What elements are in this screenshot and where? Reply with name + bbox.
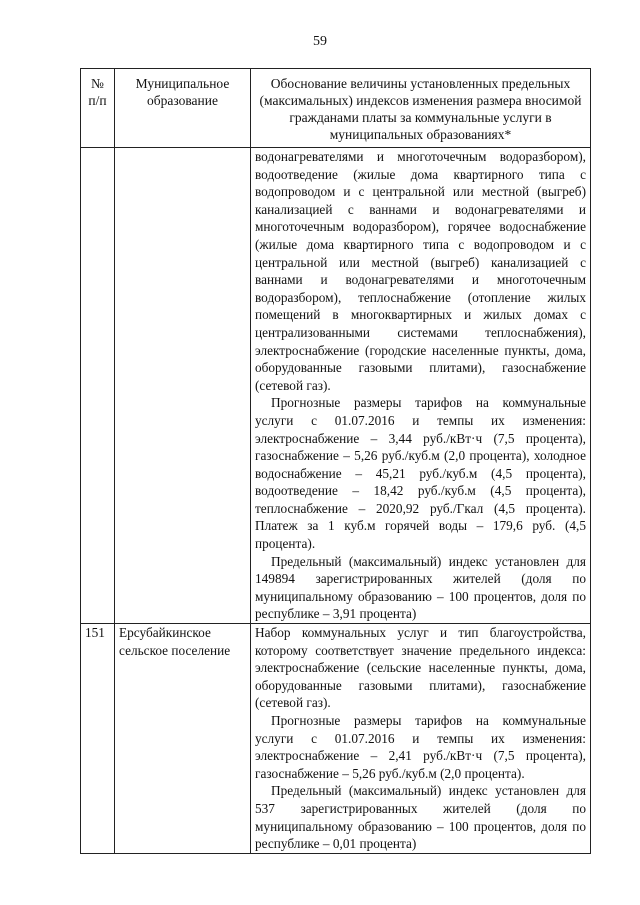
header-num: № п/п (81, 69, 115, 148)
row-justification (251, 624, 591, 854)
paragraph-index: Предельный (максимальный) индекс установлен для 537 зарегистрированных жителей (доля по муниципальному образованию – 100 процентов, доля по республике – 0,01 процента) (255, 783, 586, 852)
row-municipality (115, 148, 251, 624)
row-justification (251, 148, 591, 624)
page-number: 59 (313, 34, 327, 49)
header-municipality: Муниципальное образование (115, 69, 251, 148)
row-municipality: Ерсубайкинское сельское поселение (115, 624, 251, 854)
table-header-row (81, 69, 591, 148)
table-row-151 (81, 624, 591, 854)
paragraph-services: Набор коммунальных услуг и тип благоустройства, которому соответствует значение предельного индекса: электроснабжение (сельские населенные пункты, дома, оборудованные газовыми плитами), газоснабжение (сетевой газ). (255, 625, 586, 711)
paragraph-tariffs: Прогнозные размеры тарифов на коммунальные услуги с 01.07.2016 и темпы их изменения: электроснабжение – 2,41 руб./кВт·ч (7,5 процента), газоснабжение – 5,26 руб./куб.м (2,0 процента). (255, 713, 586, 781)
tariff-table (80, 68, 591, 854)
paragraph-tariffs: Прогнозные размеры тарифов на коммунальные услуги с 01.07.2016 и темпы их изменения: электроснабжение – 3,44 руб./кВт·ч (7,5 процента), газоснабжение – 5,26 руб./куб.м (2,0 процента), холодное водоснабжение – 45,21 руб./куб.м (4,5 процента), водоотведение – 18,42 руб./куб.м (4,5 процента), теплоснабжение – 2020,92 руб./Гкал (4,5 процента). Платеж за 1 куб.м горячей воды – 179,6 руб. (4,5 процента). (255, 395, 586, 552)
paragraph-index: Предельный (максимальный) индекс установлен для 149894 зарегистрированных жителей (доля по муниципальному образованию – 100 процентов, доля по республике – 3,91 процента) (255, 553, 586, 622)
header-justification: Обоснование величины установленных предельных (максимальных) индексов изменения размера вносимой гражданами платы за коммунальные услуги в муниципальных образованиях* (251, 69, 591, 148)
table-row-continuation (81, 148, 591, 624)
row-num: 151 (81, 624, 115, 854)
paragraph-services: водонагревателями и многоточечным водоразбором), водоотведение (жилые дома квартирного типа с водопроводом и с центральной или местной (выгреб) канализацией с ваннами и водонагревателями и многоточечным водоразбором), горячее водоснабжение (жилые дома квартирного типа с водопроводом и с центральной или местной (выгреб) канализацией с ваннами и водонагревателями и многоточечным водоразбором), теплоснабжение (отопление жилых помещений в многоквартирных и жилых домах с централизованными системами теплоснабжения), электроснабжение (городские населенные пункты, дома, оборудованные газовыми плитами), газоснабжение (сетевой газ). (255, 149, 586, 393)
row-num (81, 148, 115, 624)
